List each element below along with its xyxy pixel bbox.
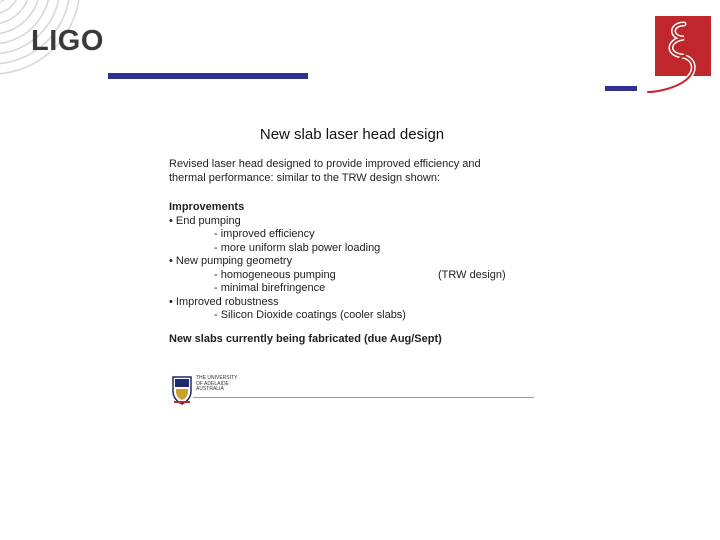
- footer-divider: [193, 397, 534, 398]
- university-name-line: AUSTRALIA: [196, 386, 224, 392]
- university-seal-logo: [640, 14, 712, 98]
- header-bar-right: [605, 86, 637, 91]
- slide-title: New slab laser head design: [259, 126, 445, 143]
- intro-line: Revised laser head designed to provide improved efficiency and: [169, 158, 481, 170]
- list-item: • New pumping geometry: [169, 255, 293, 267]
- intro-text: [169, 158, 541, 185]
- list-item: • End pumping: [169, 214, 241, 227]
- university-name: [196, 376, 237, 393]
- fabrication-note: New slabs currently being fabricated (due Aug/Sept): [169, 332, 442, 345]
- embedded-slide: [169, 126, 541, 346]
- list-subitem: - minimal birefringence: [214, 282, 326, 294]
- improvements-heading: Improvements: [169, 201, 245, 213]
- university-name-line: OF ADELAIDE: [196, 380, 229, 387]
- university-crest-icon: [171, 375, 193, 405]
- list-subitem: - homogeneous pumping: [214, 268, 336, 281]
- header-bar: [108, 73, 308, 79]
- trw-caption: (TRW design): [438, 268, 506, 281]
- university-name-line: THE UNIVERSITY: [196, 375, 238, 381]
- improvements-list: [169, 201, 541, 323]
- intro-line: thermal performance: similar to the TRW design shown:: [169, 171, 441, 184]
- list-subitem: - Silicon Dioxide coatings (cooler slabs): [214, 309, 406, 321]
- list-item: • Improved robustness: [169, 295, 279, 308]
- ligo-logo: LIGO: [31, 25, 104, 57]
- list-subitem: - more uniform slab power loading: [214, 241, 381, 254]
- list-subitem: - improved efficiency: [214, 228, 315, 240]
